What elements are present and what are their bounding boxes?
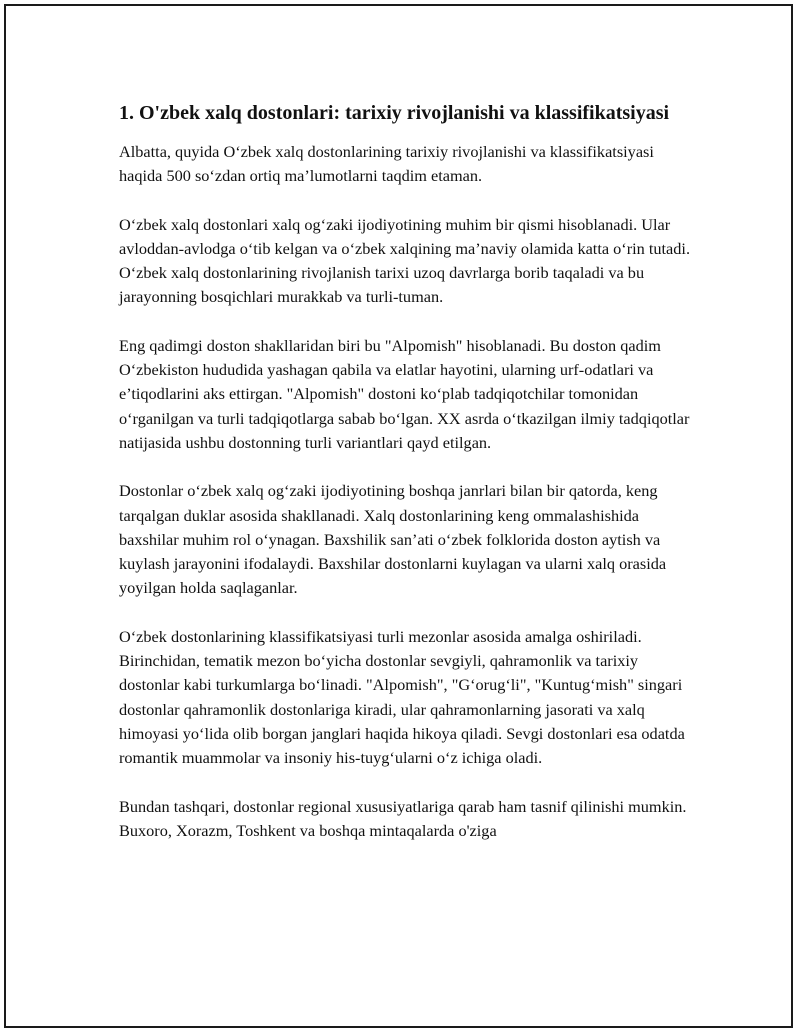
paragraph-intro: Albatta, quyida O‘zbek xalq dostonlarining tarixiy rivojlanishi va klassifikatsiyasi haqida 500 so‘zdan ortiq ma’lumotlarni taqdim etaman. xyxy=(119,142,654,186)
paragraph-classification: O‘zbek dostonlarining klassifikatsiyasi turli mezonlar asosida amalga oshiriladi. Birinchidan, tematik mezon bo‘yicha dostonlar sevgiyli, qahramonlik va tarixiy dostonlar kabi turkumlarga bo‘linadi. "Alpomish", "G‘orug‘li", "Kuntug‘mish" singari dostonlar qahramonlik dostonlariga kiradi, ular qahramonlarning jasorati va xalq himoyasi yo‘lida olib borgan janglari haqida hikoya qiladi. Sevgi dostonlari esa odatda romantik muammolar va insoniy his-tuyg‘ularni o‘z ichiga oladi. xyxy=(119,626,685,768)
document-page xyxy=(4,4,793,1028)
paragraph-overview: O‘zbek xalq dostonlari xalq og‘zaki ijodiyotining muhim bir qismi hisoblanadi. Ular avloddan-avlodga o‘tib kelgan va o‘zbek xalqining ma’naviy olamida katta o‘rin tutadi. O‘zbek xalq dostonlarining rivojlanish tarixi uzoq davrlarga borib taqaladi va bu jarayonning bosqichlari murakkab va turli-tuman. xyxy=(119,214,691,307)
paragraph-baxshilar: Dostonlar o‘zbek xalq og‘zaki ijodiyotining boshqa janrlari bilan bir qatorda, keng tarqalgan duklar asosida shakllanadi. Xalq dostonlarining keng ommalashishida baxshilar muhim rol o‘ynagan. Baxshilik san’ati o‘zbek folklorida doston aytish va kuylash jarayonini ifodalaydi. Baxshilar dostonlarni kuylagan va ularni xalq orasida yoyilgan holda saqlaganlar. xyxy=(119,481,667,598)
section-heading: 1. O'zbek xalq dostonlari: tarixiy rivojlanishi va klassifikatsiyasi xyxy=(119,102,670,124)
paragraph-alpomish: Eng qadimgi doston shakllaridan biri bu "Alpomish" hisoblanadi. Bu doston qadim O‘zbekiston hududida yashagan qabila va elatlar hayotini, ularning urf-odatlari va e’tiqodlarini aks ettirgan. "Alpomish" dostoni ko‘plab tadqiqotchilar tomonidan o‘rganilgan va turli tadqiqotlarga sabab bo‘lgan. XX asrda o‘tkazilgan ilmiy tadqiqotlar natijasida ushbu dostonning turli variantlari qayd etilgan. xyxy=(119,335,690,452)
document-body xyxy=(119,100,699,867)
paragraph-regional: Bundan tashqari, dostonlar regional xususiyatlariga qarab ham tasnif qilinishi mumkin. Buxoro, Xorazm, Toshkent va boshqa mintaqalarda o'ziga xyxy=(119,796,687,840)
